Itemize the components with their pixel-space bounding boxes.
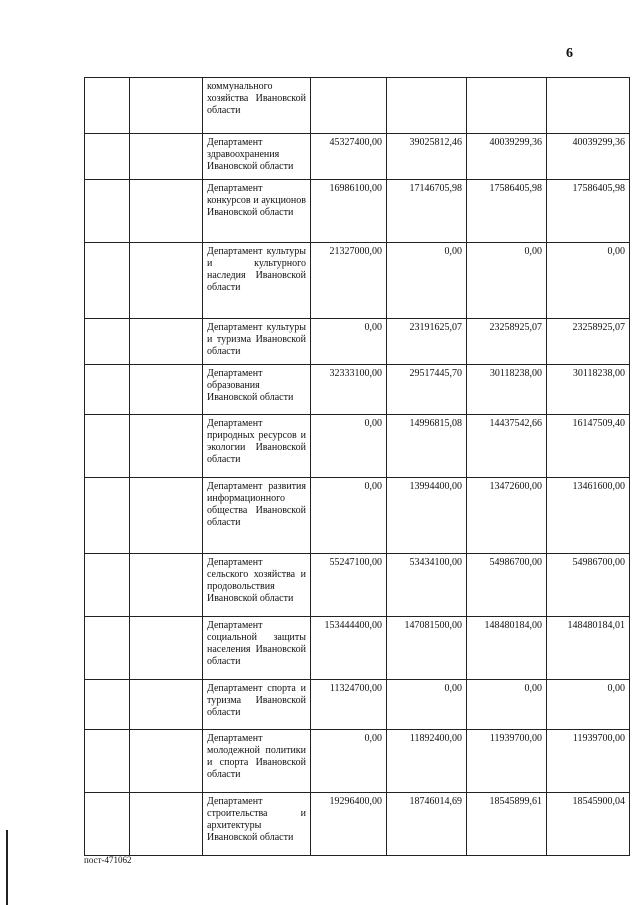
amount-col-1: 0,00 [311, 415, 387, 478]
department-name: Департамент социальной защиты населения Ивановской области [203, 617, 311, 680]
empty-cell-1 [85, 617, 130, 680]
amount-col-4: 23258925,07 [547, 319, 630, 365]
table-row [85, 554, 630, 617]
page-number: 6 [566, 46, 573, 61]
table-row [85, 134, 630, 180]
empty-cell-2 [130, 478, 203, 554]
department-name: Департамент культуры и туризма Ивановской области [203, 319, 311, 365]
amount-col-1: 19296400,00 [311, 793, 387, 856]
amount-col-4 [547, 78, 630, 134]
amount-col-4: 40039299,36 [547, 134, 630, 180]
amount-col-4: 11939700,00 [547, 730, 630, 793]
department-name: Департамент здравоохранения Ивановской области [203, 134, 311, 180]
amount-col-3: 23258925,07 [467, 319, 547, 365]
amount-col-3: 17586405,98 [467, 180, 547, 243]
empty-cell-1 [85, 180, 130, 243]
empty-cell-2 [130, 730, 203, 793]
table-row [85, 415, 630, 478]
amount-col-4: 30118238,00 [547, 365, 630, 415]
amount-col-4: 18545900,04 [547, 793, 630, 856]
table-row [85, 78, 630, 134]
amount-col-2: 29517445,70 [387, 365, 467, 415]
amount-col-2: 147081500,00 [387, 617, 467, 680]
amount-col-3: 0,00 [467, 680, 547, 730]
amount-col-3: 148480184,00 [467, 617, 547, 680]
empty-cell-1 [85, 730, 130, 793]
amount-col-1: 0,00 [311, 730, 387, 793]
table-row [85, 793, 630, 856]
amount-col-4: 17586405,98 [547, 180, 630, 243]
empty-cell-2 [130, 319, 203, 365]
department-name: Департамент образования Ивановской области [203, 365, 311, 415]
department-name: Департамент спорта и туризма Ивановской области [203, 680, 311, 730]
empty-cell-1 [85, 680, 130, 730]
budget-table-body [85, 78, 630, 856]
department-name: Департамент сельского хозяйства и продовольствия Ивановской области [203, 554, 311, 617]
amount-col-3: 11939700,00 [467, 730, 547, 793]
amount-col-2: 13994400,00 [387, 478, 467, 554]
empty-cell-2 [130, 554, 203, 617]
amount-col-2: 17146705,98 [387, 180, 467, 243]
department-name: коммунального хозяйства Ивановской области [203, 78, 311, 134]
amount-col-2: 0,00 [387, 243, 467, 319]
empty-cell-1 [85, 243, 130, 319]
amount-col-2: 23191625,07 [387, 319, 467, 365]
empty-cell-2 [130, 180, 203, 243]
amount-col-3: 13472600,00 [467, 478, 547, 554]
amount-col-3: 18545899,61 [467, 793, 547, 856]
empty-cell-2 [130, 134, 203, 180]
table-row [85, 365, 630, 415]
empty-cell-1 [85, 415, 130, 478]
amount-col-2: 53434100,00 [387, 554, 467, 617]
amount-col-3: 40039299,36 [467, 134, 547, 180]
table-row [85, 319, 630, 365]
amount-col-1: 0,00 [311, 478, 387, 554]
amount-col-2: 14996815,08 [387, 415, 467, 478]
amount-col-1: 21327000,00 [311, 243, 387, 319]
amount-col-3: 14437542,66 [467, 415, 547, 478]
amount-col-3: 54986700,00 [467, 554, 547, 617]
table-row [85, 243, 630, 319]
amount-col-4: 54986700,00 [547, 554, 630, 617]
margin-line [6, 830, 8, 905]
amount-col-1: 55247100,00 [311, 554, 387, 617]
table-row [85, 180, 630, 243]
empty-cell-2 [130, 78, 203, 134]
empty-cell-2 [130, 415, 203, 478]
department-name: Департамент молодежной политики и спорта Ивановской области [203, 730, 311, 793]
empty-cell-1 [85, 365, 130, 415]
amount-col-4: 148480184,01 [547, 617, 630, 680]
empty-cell-1 [85, 134, 130, 180]
department-name: Департамент развития информационного общества Ивановской области [203, 478, 311, 554]
amount-col-1: 32333100,00 [311, 365, 387, 415]
empty-cell-2 [130, 617, 203, 680]
amount-col-3: 30118238,00 [467, 365, 547, 415]
amount-col-2 [387, 78, 467, 134]
empty-cell-1 [85, 78, 130, 134]
amount-col-1: 11324700,00 [311, 680, 387, 730]
department-name: Департамент строительства и архитектуры Ивановской области [203, 793, 311, 856]
footer-code: пост-471062 [84, 855, 132, 865]
empty-cell-2 [130, 793, 203, 856]
amount-col-3: 0,00 [467, 243, 547, 319]
amount-col-2: 0,00 [387, 680, 467, 730]
amount-col-1 [311, 78, 387, 134]
table-row [85, 617, 630, 680]
amount-col-2: 39025812,46 [387, 134, 467, 180]
amount-col-4: 0,00 [547, 243, 630, 319]
amount-col-1: 153444400,00 [311, 617, 387, 680]
empty-cell-2 [130, 243, 203, 319]
department-name: Департамент конкурсов и аукционов Ивановской области [203, 180, 311, 243]
empty-cell-1 [85, 319, 130, 365]
amount-col-1: 16986100,00 [311, 180, 387, 243]
table-row [85, 730, 630, 793]
amount-col-1: 0,00 [311, 319, 387, 365]
empty-cell-1 [85, 478, 130, 554]
empty-cell-1 [85, 793, 130, 856]
amount-col-1: 45327400,00 [311, 134, 387, 180]
table-row [85, 680, 630, 730]
empty-cell-1 [85, 554, 130, 617]
empty-cell-2 [130, 680, 203, 730]
amount-col-4: 16147509,40 [547, 415, 630, 478]
amount-col-3 [467, 78, 547, 134]
budget-table [84, 77, 630, 856]
amount-col-4: 0,00 [547, 680, 630, 730]
department-name: Департамент природных ресурсов и экологии Ивановской области [203, 415, 311, 478]
empty-cell-2 [130, 365, 203, 415]
amount-col-4: 13461600,00 [547, 478, 630, 554]
table-row [85, 478, 630, 554]
amount-col-2: 18746014,69 [387, 793, 467, 856]
department-name: Департамент культуры и культурного наследия Ивановской области [203, 243, 311, 319]
amount-col-2: 11892400,00 [387, 730, 467, 793]
